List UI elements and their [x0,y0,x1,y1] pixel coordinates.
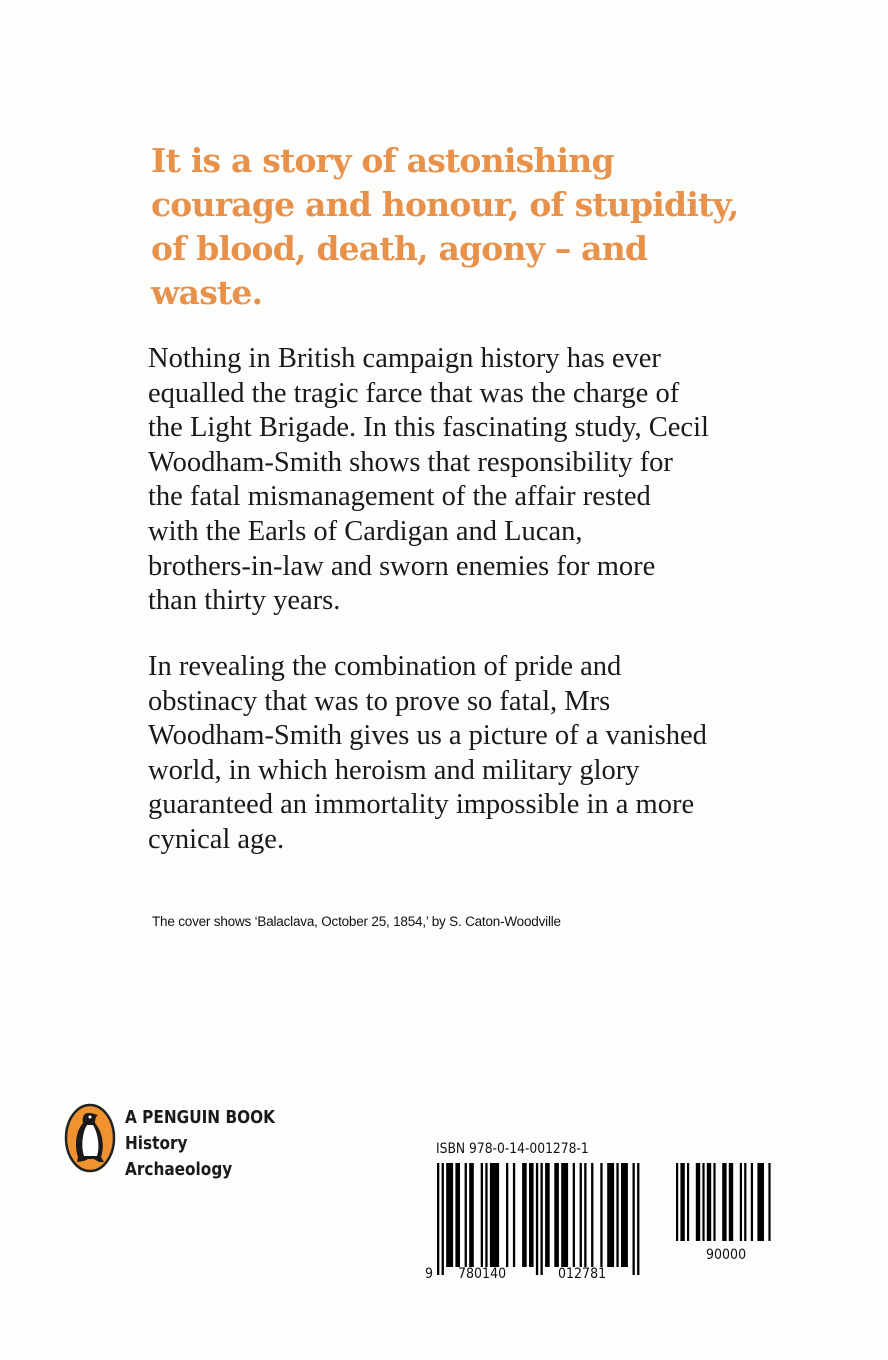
headline-line: waste. [151,273,263,312]
text-line: Woodham-Smith gives us a picture of a vanished [148,720,707,752]
text-line: cynical age. [148,823,285,855]
barcode-bar [545,1163,550,1267]
barcode-bar [680,1163,684,1241]
barcode-bar [740,1163,742,1241]
imprint-block [125,1105,275,1183]
category-label: Archaeology [125,1159,233,1180]
barcode-digits-right: 012781 [558,1266,607,1282]
barcode-bar [522,1163,527,1267]
text-line: with the Earls of Cardigan and Lucan, [148,515,583,547]
barcode-bar [442,1163,444,1275]
barcode-bar [541,1163,543,1275]
barcode-bar [722,1163,726,1241]
barcode-bar [485,1163,487,1267]
barcode-bar [729,1163,733,1241]
barcode-bar [757,1163,764,1241]
headline-line: It is a story of astonishing [151,141,614,180]
barcode-bar [584,1163,586,1267]
barcode-bar [696,1163,700,1241]
barcode-bar [465,1163,467,1267]
cover-caption: The cover shows ‘Balaclava, October 25, 1854,’ by S. Caton-Woodville [152,914,561,929]
barcode-bar [469,1163,474,1267]
barcode-bar [687,1163,689,1241]
barcode-bar [513,1163,515,1267]
addon-barcode [676,1163,784,1243]
barcode-bar [713,1163,715,1241]
isbn-label: ISBN 978-0-14-001278-1 [436,1141,589,1157]
barcode-bar [600,1163,602,1267]
barcode-addon-digits: 90000 [706,1247,747,1263]
blurb-paragraph-2 [148,650,707,858]
isbn-barcode [437,1163,657,1275]
publisher-label: A PENGUIN BOOK [125,1107,275,1128]
barcode-bar [536,1163,538,1275]
headline-line: of blood, death, agony – and [151,229,648,268]
text-line: guaranteed an immortality impossible in a more [148,789,695,821]
barcode-bar [437,1163,439,1275]
barcode-bar [621,1163,628,1267]
barcode-bar [580,1163,582,1267]
barcode-bar [702,1163,704,1241]
blurb-paragraph-1 [148,342,709,619]
text-line: In revealing the combination of pride and [148,651,622,682]
barcode-bar [446,1163,453,1267]
barcode-bar [573,1163,575,1267]
text-line: Woodham-Smith shows that responsibility for [148,446,673,478]
barcode-bar [607,1163,614,1267]
barcode-bar [506,1163,508,1267]
penguin-logo-icon [64,1103,116,1173]
headline-line: courage and honour, of stupidity, [151,185,739,224]
barcode-bar [455,1163,460,1267]
barcode-bar [744,1163,746,1241]
barcode-bar [676,1163,678,1241]
barcode-bar [637,1163,639,1275]
barcode-bar [561,1163,568,1267]
barcode-bar [481,1163,483,1267]
barcode-bar [707,1163,711,1241]
text-line: equalled the tragic farce that was the charge of [148,377,680,409]
barcode-digit-first: 9 [425,1266,434,1282]
headline-quote [151,139,738,315]
text-line: brothers-in-law and sworn enemies for more [148,550,656,582]
text-line: world, in which heroism and military glory [148,754,640,786]
category-label: History [125,1133,188,1154]
text-line: obstinacy that was to prove so fatal, Mrs [148,685,611,717]
barcode-bar [751,1163,753,1241]
barcode-digits-left: 780140 [458,1266,507,1282]
barcode-bar [490,1163,499,1267]
barcode-bar [529,1163,534,1267]
text-line: than thirty years. [148,585,341,617]
barcode-bar [554,1163,559,1267]
text-line: Nothing in British campaign history has ever [148,343,661,374]
barcode-bar [616,1163,618,1267]
barcode-bar [591,1163,593,1267]
text-line: the fatal mismanagement of the affair rested [148,481,651,513]
barcode-bar [633,1163,635,1275]
text-line: the Light Brigade. In this fascinating study, Cecil [148,412,709,444]
barcode-bar [768,1163,770,1241]
